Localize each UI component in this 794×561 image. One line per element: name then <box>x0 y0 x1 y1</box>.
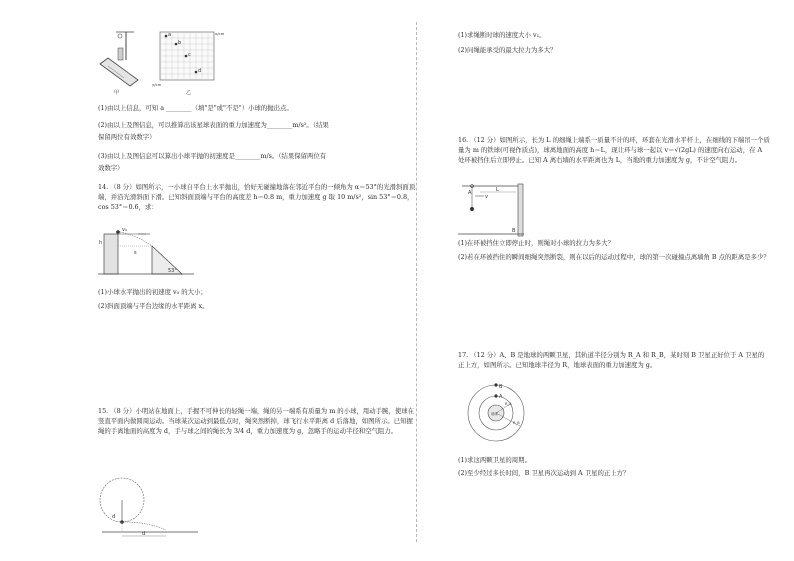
q16-sub2: (2)若在环被挡住的瞬间细绳突然断裂，则在以后的运动过程中，球的第一次碰撞点离墙角 B 点的距离是多少？ <box>458 253 770 261</box>
q17-B-label: B <box>499 384 503 390</box>
q13-letter-b: b <box>178 40 182 46</box>
q13-axis-y: y/cm <box>152 82 162 87</box>
q17-RA-label: R_A <box>505 402 512 406</box>
q16-sub1: (1)在环被挡住立即停止时，则绳对小球的拉力为多大？ <box>458 239 615 247</box>
q16-L-label: L <box>496 187 499 193</box>
q17-stem: 17. （12 分）A、B 是地球的两颗卫星，其轨道半径分别为 R_A 和 R_B，某时刻 B 卫星正好位于 A 卫星的正上方，如图所示。已知地球半径为 R，地球表面的重力加速度为 g。 <box>458 351 765 370</box>
q14-angle-label: 53° <box>168 268 177 274</box>
q13-sub1: (1)由以上信息，可知 a ________（填"是"或"不是"）小球的抛出点。 <box>98 104 293 112</box>
q13-letter-a: a <box>168 32 172 38</box>
q13-letter-d: d <box>198 68 202 74</box>
q14-s-label: s <box>134 250 137 256</box>
q16-figure <box>458 182 528 238</box>
q13-label-jia: 甲 <box>114 90 120 96</box>
q16-B-label: B <box>512 228 516 234</box>
q13-sub3-line2: 效数字） <box>98 164 124 172</box>
q17-A-label: A <box>499 394 503 400</box>
q17-sub2: (2)至少经过多长时间，B 卫星再次运动到 A 卫星的正上方？ <box>458 469 630 477</box>
q13-sub2-line2: 保留两位有效数字） <box>98 133 156 141</box>
q13-apparatus <box>100 32 138 86</box>
q16-stem: 16. （12 分）如图所示，长为 L 的细绳上端系一质量不计的环，环套在光滑水平杆上，在细线的下端吊一个质量为 m 的铁球(可视作质点)，球离地面的高度 h＝L，现让环与球一起以 v＝√(2gL) 的速度向右运动，在 A 处环被挡住后立即停止。已知 A 离右墙的水平距离也为 L，当地的重力加速度为 g，不计空气阻力。 <box>458 136 770 165</box>
q13-label-yi: 乙 <box>186 90 192 96</box>
q14-sub2: (2)斜面顶端与平台边缘的水平距离 x。 <box>98 302 209 310</box>
q17-earth-label: 地球 <box>491 412 498 416</box>
q14-v0-label: v₀ <box>122 227 127 233</box>
q13-sub2-line1: (2)由以上及图信息，可以推算出该星球表面的重力加速度为________m/s²。（结果 <box>98 121 329 129</box>
q13-axis-x: x/cm <box>215 31 225 36</box>
q15-d-label-horizontal: d <box>142 531 146 537</box>
q17-RB-label: R_B <box>513 421 520 425</box>
column-divider <box>416 22 417 542</box>
q15-sub1: (1)求绳断时球的速度大小 v₁。 <box>458 31 546 39</box>
q14-sub1: (1)小球水平抛出的初速度 v₀ 的大小； <box>98 288 207 296</box>
q13-figure <box>94 26 234 96</box>
q13-sub3-line1: (3)由以上及图信息可以算出小球平抛的初速度是________m/s。（结果保留两位有 <box>98 152 327 160</box>
q15-figure <box>98 472 208 538</box>
q15-d-label-vertical: d <box>112 514 116 520</box>
q14-h-label: h <box>99 240 103 246</box>
q14-figure <box>98 224 198 282</box>
q13-letter-c: c <box>188 52 191 58</box>
q17-figure <box>458 382 538 444</box>
q13-grid <box>152 31 225 87</box>
q16-v-label: v <box>485 194 488 200</box>
q15-stem: 15. （8 分）小明站在地面上，手握不可伸长的轻绳一端，绳的另一端系有质量为 m 的小球，甩动手腕，使球在竖直平面内做圆周运动。当球某次运动到最低点时，绳突然断掉，球飞行水平距离 d 后落地，如图所示。已知握绳的手离地面的高度为 d，手与球之间的绳长为 3/4 d，重力加速度为 g，忽略手的运动半径和空气阻力。 <box>98 407 414 436</box>
q14-stem: 14. （8 分）如图所示，一小球自平台上水平抛出，恰好无碰撞地落在邻近平台的一倾角为 α＝53°的光滑斜面顶端，并沿光滑斜面下滑。已知斜面顶端与平台的高度差 h＝0.8 m，重力加速度 g 取 10 m/s²，sin 53°＝0.8，cos 53°＝0.6，求： <box>98 183 416 212</box>
q15-sub2: (2)问绳能承受的最大拉力为多大？ <box>458 46 557 54</box>
q17-sub1: (1)求这两颗卫星的周期。 <box>458 456 531 464</box>
q16-A-label: A <box>468 190 472 196</box>
